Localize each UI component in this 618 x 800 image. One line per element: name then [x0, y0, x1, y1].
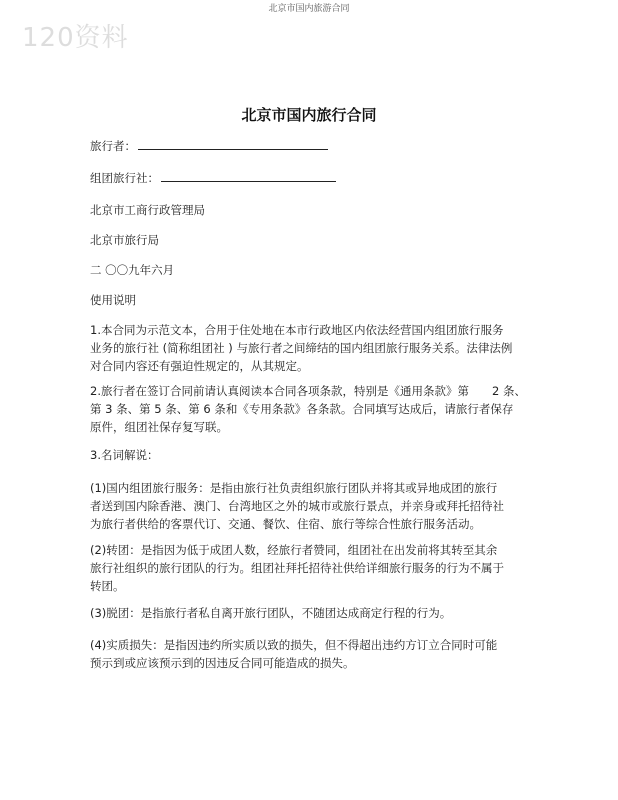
paragraph-line: 者送到国内除香港、澳门、台湾地区之外的城市或旅行景点，并亲身或拜托招待社	[90, 499, 504, 513]
usage-item-1	[90, 321, 530, 375]
usage-item-3-heading: 3.名词解说：	[90, 448, 159, 462]
issuer-commerce-bureau: 北京市工商行政管理局	[90, 203, 205, 217]
paragraph-line: 预示到或应该预示到的因违反合同可能造成的损失。	[90, 656, 355, 670]
paragraph-line: (3)脱团：是指旅行者私自离开旅行团队，不随团达成商定行程的行为。	[90, 606, 452, 620]
paragraph-line: 对合同内容还有强迫性规定的，从其规定。	[90, 359, 309, 373]
paragraph-line: 转团。	[90, 579, 125, 593]
issuer-tourism-bureau: 北京市旅行局	[90, 233, 159, 247]
document-title: 北京市国内旅行合同	[241, 106, 377, 124]
definition-2	[90, 541, 530, 595]
definition-3	[90, 604, 530, 622]
paragraph-line: 1.本合同为示范文本，合用于住处地在本市行政地区内依法经营国内组团旅行服务	[90, 323, 504, 337]
definition-4	[90, 636, 530, 672]
traveler-field	[90, 137, 328, 155]
watermark-logo: 120资料	[22, 23, 129, 53]
traveler-label: 旅行者：	[90, 139, 136, 153]
agency-label: 组团旅行社：	[90, 171, 159, 185]
paragraph-line: 为旅行者供给的客票代订、交通、餐饮、住宿、旅行等综合性旅行服务活动。	[90, 517, 481, 531]
agency-blank-line	[161, 169, 336, 182]
usage-heading: 使用说明	[90, 293, 136, 307]
running-header: 北京市国内旅游合同	[268, 4, 350, 14]
traveler-blank-line	[138, 137, 328, 150]
paragraph-line: (2)转团：是指因为低于成团人数，经旅行者赞同，组团社在出发前将其转至其余	[90, 543, 498, 557]
paragraph-line: (1)国内组团旅行服务：是指由旅行社负责组织旅行团队并将其或异地成团的旅行	[90, 481, 498, 495]
usage-item-2	[90, 382, 530, 436]
paragraph-line: 原件，组团社保存复写联。	[90, 420, 228, 434]
issue-date: 二 〇〇九年六月	[90, 263, 175, 277]
paragraph-line: 业务的旅行社 (简称组团社 ) 与旅行者之间缔结的国内组团旅行服务关系。法律法例	[90, 341, 513, 355]
paragraph-line: 旅行社组织的旅行团队的行为。组团社拜托招待社供给详细旅行服务的行为不属于	[90, 561, 504, 575]
paragraph-line: (4)实质损失：是指因违约所实质以致的损失，但不得超出违约方订立合同时可能	[90, 638, 498, 652]
paragraph-line: 2.旅行者在签订合同前请认真阅读本合同各项条款，特别是《通用条款》第 2 条、	[90, 384, 526, 398]
paragraph-line: 第 3 条、第 5 条、第 6 条和《专用条款》各条款。合同填写达成后，请旅行者保存	[90, 402, 514, 416]
agency-field	[90, 169, 336, 187]
definition-1	[90, 479, 530, 533]
